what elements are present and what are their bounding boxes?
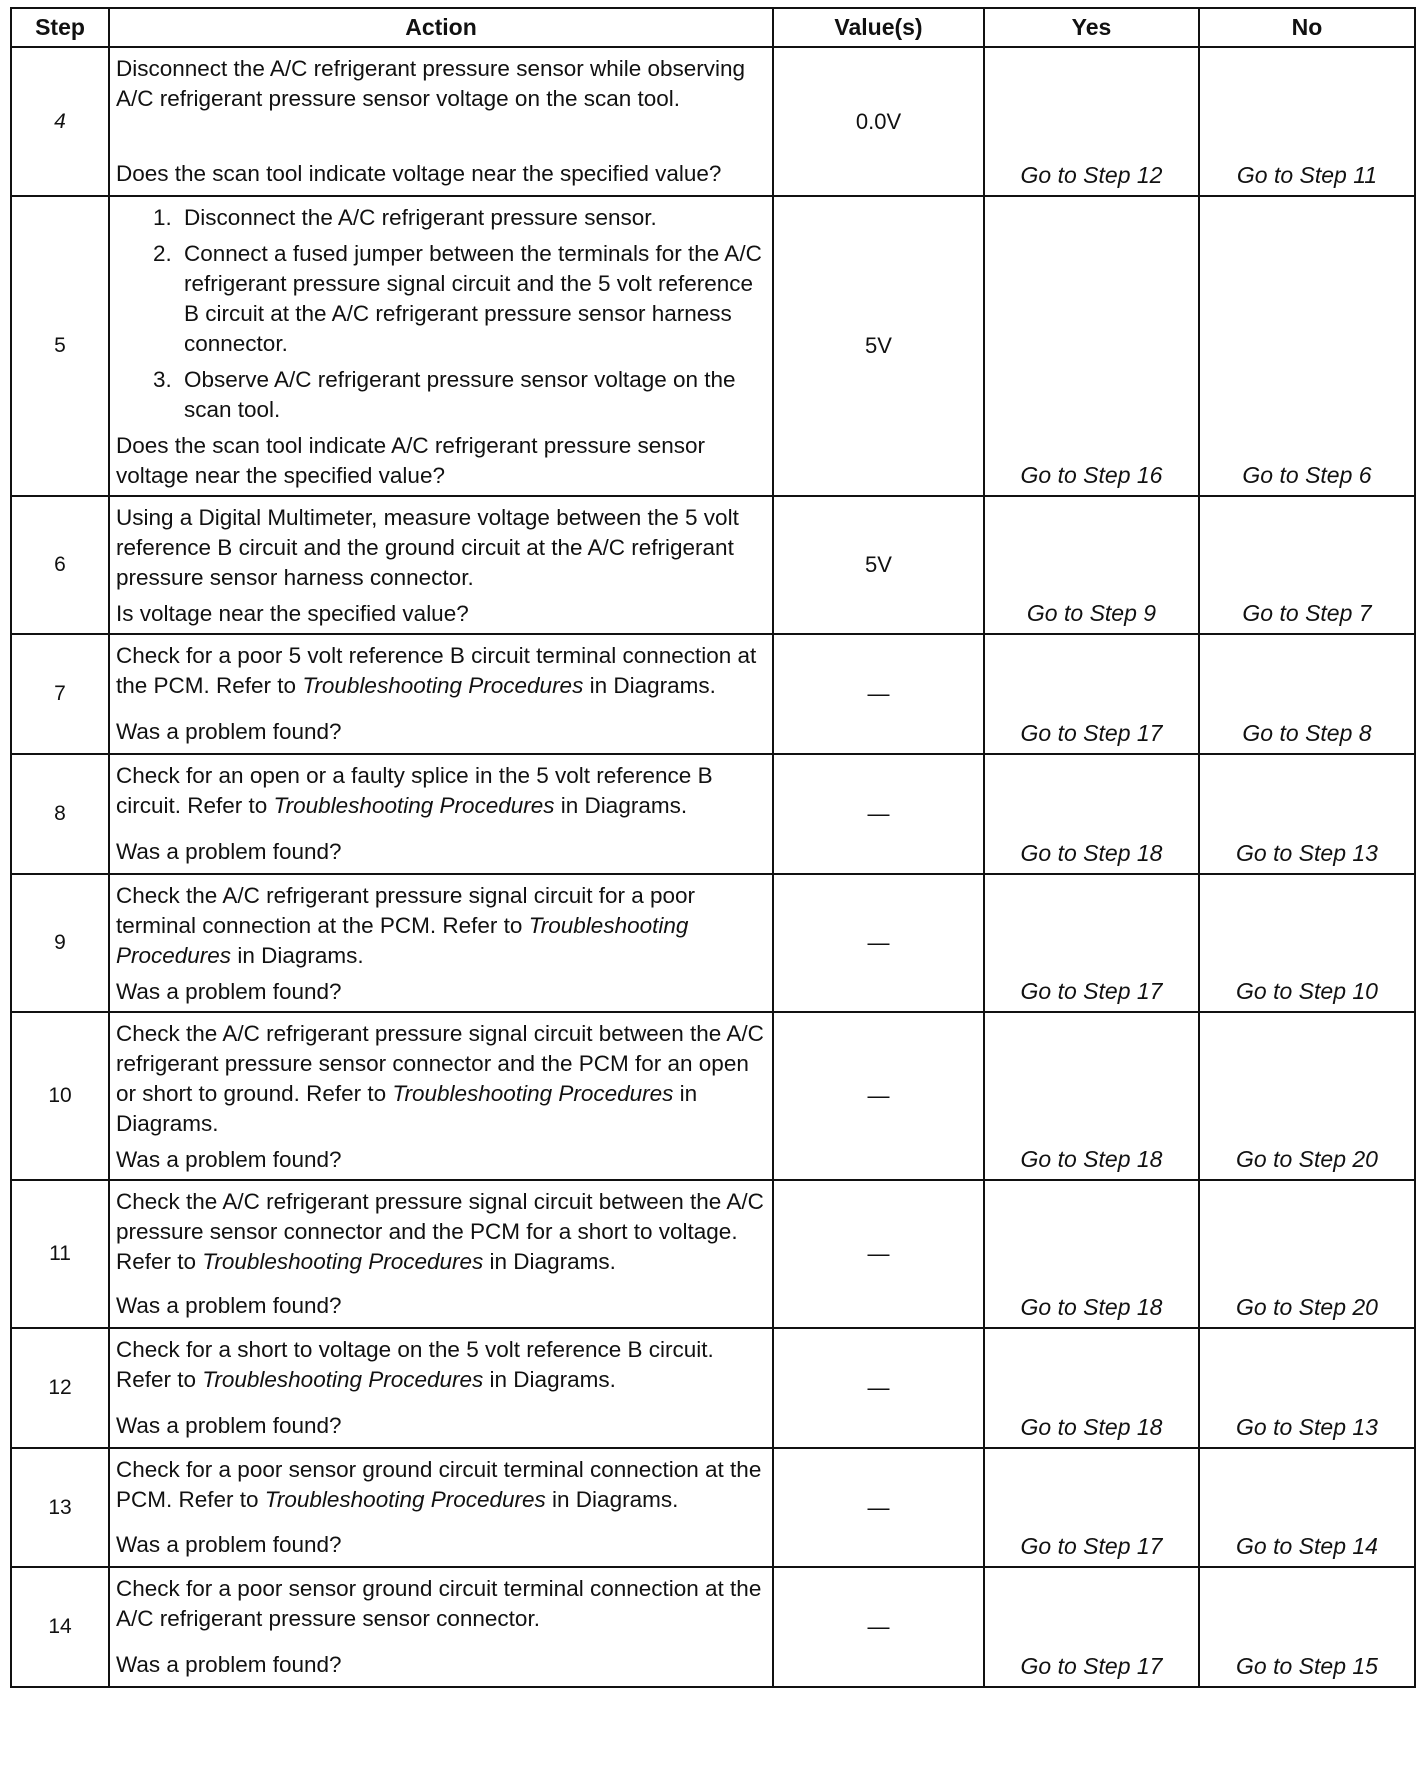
diagnostic-steps-table	[10, 7, 1416, 1688]
action-text-part: in Diagrams.	[483, 1249, 616, 1274]
step-number: 4	[11, 47, 109, 196]
action-step-item: 3. Observe A/C refrigerant pressure sensor voltage on the scan tool.	[178, 365, 768, 425]
yes-goto: Go to Step 12	[984, 47, 1199, 196]
action-step-item: 2. Connect a fused jumper between the terminals for the A/C refrigerant pressure signal circuit and the 5 volt reference B circuit at the A/C refrigerant pressure sensor harness connector.	[178, 239, 768, 359]
action-cell	[109, 874, 773, 1012]
action-question: Was a problem found?	[116, 1652, 342, 1677]
action-question: Does the scan tool indicate voltage near the specified value?	[116, 161, 722, 186]
step-number: 11	[11, 1180, 109, 1328]
table-row	[11, 496, 1415, 634]
value-cell: —	[773, 754, 984, 874]
action-content	[116, 641, 768, 747]
yes-goto: Go to Step 18	[984, 1180, 1199, 1328]
step-number: 9	[11, 874, 109, 1012]
action-instructions	[116, 881, 768, 977]
action-text-part: Check for a poor 5 volt reference B circuit terminal connection at the PCM. Refer to	[116, 643, 757, 698]
action-cell	[109, 1448, 773, 1567]
action-step-item: 1. Disconnect the A/C refrigerant pressure sensor.	[178, 203, 768, 233]
yes-goto: Go to Step 9	[984, 496, 1199, 634]
no-goto: Go to Step 20	[1199, 1012, 1415, 1180]
action-cell	[109, 1567, 773, 1687]
action-cell	[109, 634, 773, 754]
step-number: 8	[11, 754, 109, 874]
no-goto: Go to Step 20	[1199, 1180, 1415, 1328]
action-text-part: in Diagrams.	[583, 673, 716, 698]
action-text-part: in Diagrams.	[483, 1367, 616, 1392]
action-instructions	[116, 761, 768, 827]
action-text-part: Using a Digital Multimeter, measure voltage between the 5 volt reference B circuit and the ground circuit at the A/C refrigerant pressure sensor harness connector.	[116, 505, 739, 590]
action-text	[116, 54, 768, 114]
action-question: Was a problem found?	[116, 839, 342, 864]
action-text	[116, 503, 768, 593]
action-text	[116, 881, 768, 971]
step-number: 10	[11, 1012, 109, 1180]
no-goto: Go to Step 15	[1199, 1567, 1415, 1687]
reference-link-text: Troubleshooting Procedures	[202, 1367, 484, 1392]
value-cell: —	[773, 1012, 984, 1180]
no-goto: Go to Step 13	[1199, 1328, 1415, 1448]
table-row	[11, 1448, 1415, 1567]
table-row	[11, 1012, 1415, 1180]
header-yes: Yes	[984, 8, 1199, 47]
action-text-part: Check the A/C refrigerant pressure signal circuit between the A/C refrigerant pressure sensor connector and the PCM for an open or short to ground. Refer to	[116, 1021, 764, 1106]
action-text	[116, 1335, 768, 1395]
action-content	[116, 203, 768, 491]
action-cell	[109, 754, 773, 874]
action-text	[116, 1574, 768, 1634]
action-cell	[109, 1180, 773, 1328]
action-question: Was a problem found?	[116, 719, 342, 744]
table-row	[11, 196, 1415, 496]
action-text-part: Check for a short to voltage on the 5 volt reference B circuit. Refer to	[116, 1337, 714, 1392]
step-number: 7	[11, 634, 109, 754]
action-text-part: in Diagrams.	[231, 943, 364, 968]
action-text	[116, 1187, 768, 1277]
action-text	[116, 641, 768, 701]
diagnostic-table-page	[10, 7, 1414, 1688]
action-instructions	[116, 641, 768, 707]
action-question: Was a problem found?	[116, 1147, 342, 1172]
yes-goto: Go to Step 17	[984, 1567, 1199, 1687]
value-cell: —	[773, 634, 984, 754]
action-content	[116, 761, 768, 867]
reference-link-text: Troubleshooting Procedures	[202, 1249, 484, 1274]
action-text-part: in Diagrams.	[545, 1487, 679, 1512]
table-row	[11, 1180, 1415, 1328]
no-goto: Go to Step 8	[1199, 634, 1415, 754]
table-row	[11, 47, 1415, 196]
step-number: 13	[11, 1448, 109, 1567]
no-goto: Go to Step 6	[1199, 196, 1415, 496]
step-number: 12	[11, 1328, 109, 1448]
action-text-part: Check the A/C refrigerant pressure signal circuit between the A/C pressure sensor connector and the PCM for a short to voltage. Refer to	[116, 1189, 764, 1274]
action-instructions	[116, 1574, 768, 1640]
action-question: Was a problem found?	[116, 1293, 342, 1318]
action-text	[116, 761, 768, 821]
action-text-part: in Diagrams.	[116, 1081, 698, 1136]
table-row	[11, 874, 1415, 1012]
header-step: Step	[11, 8, 109, 47]
reference-link-text: Troubleshooting Procedures	[273, 793, 555, 818]
reference-link-text: Troubleshooting Procedures	[302, 673, 584, 698]
action-content	[116, 503, 768, 629]
value-cell: —	[773, 1180, 984, 1328]
value-cell: 0.0V	[773, 47, 984, 196]
reference-link-text: Troubleshooting Procedures	[116, 913, 689, 968]
step-number: 6	[11, 496, 109, 634]
no-goto: Go to Step 14	[1199, 1448, 1415, 1567]
value-cell: 5V	[773, 196, 984, 496]
action-text-part: Check for a poor sensor ground circuit terminal connection at the PCM. Refer to	[116, 1457, 762, 1512]
yes-goto: Go to Step 18	[984, 754, 1199, 874]
action-text-part: Check the A/C refrigerant pressure signal circuit for a poor terminal connection at the PCM. Refer to	[116, 883, 696, 938]
action-text-part: Check for an open or a faulty splice in the 5 volt reference B circuit. Refer to	[116, 763, 713, 818]
step-number: 5	[11, 196, 109, 496]
action-step-list	[116, 203, 768, 425]
value-cell: —	[773, 1567, 984, 1687]
action-instructions	[116, 1187, 768, 1283]
yes-goto: Go to Step 17	[984, 874, 1199, 1012]
action-content	[116, 1019, 768, 1175]
action-text	[116, 1019, 768, 1139]
reference-link-text: Troubleshooting Procedures	[392, 1081, 674, 1106]
header-row	[11, 8, 1415, 47]
action-text	[116, 1455, 768, 1515]
table-row	[11, 754, 1415, 874]
no-goto: Go to Step 11	[1199, 47, 1415, 196]
action-content	[116, 1574, 768, 1680]
action-content	[116, 1187, 768, 1321]
action-cell	[109, 47, 773, 196]
action-cell	[109, 1328, 773, 1448]
header-action: Action	[109, 8, 773, 47]
action-content	[116, 1335, 768, 1441]
value-cell: —	[773, 1328, 984, 1448]
value-cell: —	[773, 874, 984, 1012]
action-instructions	[116, 1455, 768, 1521]
action-instructions	[116, 203, 768, 431]
yes-goto: Go to Step 17	[984, 634, 1199, 754]
no-goto: Go to Step 7	[1199, 496, 1415, 634]
action-text-part: Check for a poor sensor ground circuit terminal connection at the A/C refrigerant pressure sensor connector.	[116, 1576, 762, 1631]
action-cell	[109, 496, 773, 634]
no-goto: Go to Step 10	[1199, 874, 1415, 1012]
step-number: 14	[11, 1567, 109, 1687]
action-instructions	[116, 1335, 768, 1401]
action-text-part: Disconnect the A/C refrigerant pressure sensor while observing A/C refrigerant pressure sensor voltage on the scan tool.	[116, 56, 746, 111]
value-cell: —	[773, 1448, 984, 1567]
table-row	[11, 634, 1415, 754]
reference-link-text: Troubleshooting Procedures	[264, 1487, 546, 1512]
action-instructions	[116, 54, 768, 120]
table-row	[11, 1328, 1415, 1448]
header-no: No	[1199, 8, 1415, 47]
action-content	[116, 1455, 768, 1560]
yes-goto: Go to Step 18	[984, 1012, 1199, 1180]
action-question: Was a problem found?	[116, 979, 342, 1004]
no-goto: Go to Step 13	[1199, 754, 1415, 874]
action-instructions	[116, 1019, 768, 1145]
action-question: Does the scan tool indicate A/C refrigerant pressure sensor voltage near the specified value?	[116, 433, 706, 488]
action-content	[116, 54, 768, 189]
action-text-part: in Diagrams.	[554, 793, 688, 818]
action-content	[116, 881, 768, 1007]
action-question: Was a problem found?	[116, 1413, 342, 1438]
action-question: Was a problem found?	[116, 1532, 342, 1557]
table-row	[11, 1567, 1415, 1687]
action-instructions	[116, 503, 768, 599]
action-cell	[109, 1012, 773, 1180]
yes-goto: Go to Step 18	[984, 1328, 1199, 1448]
action-question: Is voltage near the specified value?	[116, 601, 469, 626]
yes-goto: Go to Step 16	[984, 196, 1199, 496]
header-values: Value(s)	[773, 8, 984, 47]
value-cell: 5V	[773, 496, 984, 634]
action-cell	[109, 196, 773, 496]
yes-goto: Go to Step 17	[984, 1448, 1199, 1567]
